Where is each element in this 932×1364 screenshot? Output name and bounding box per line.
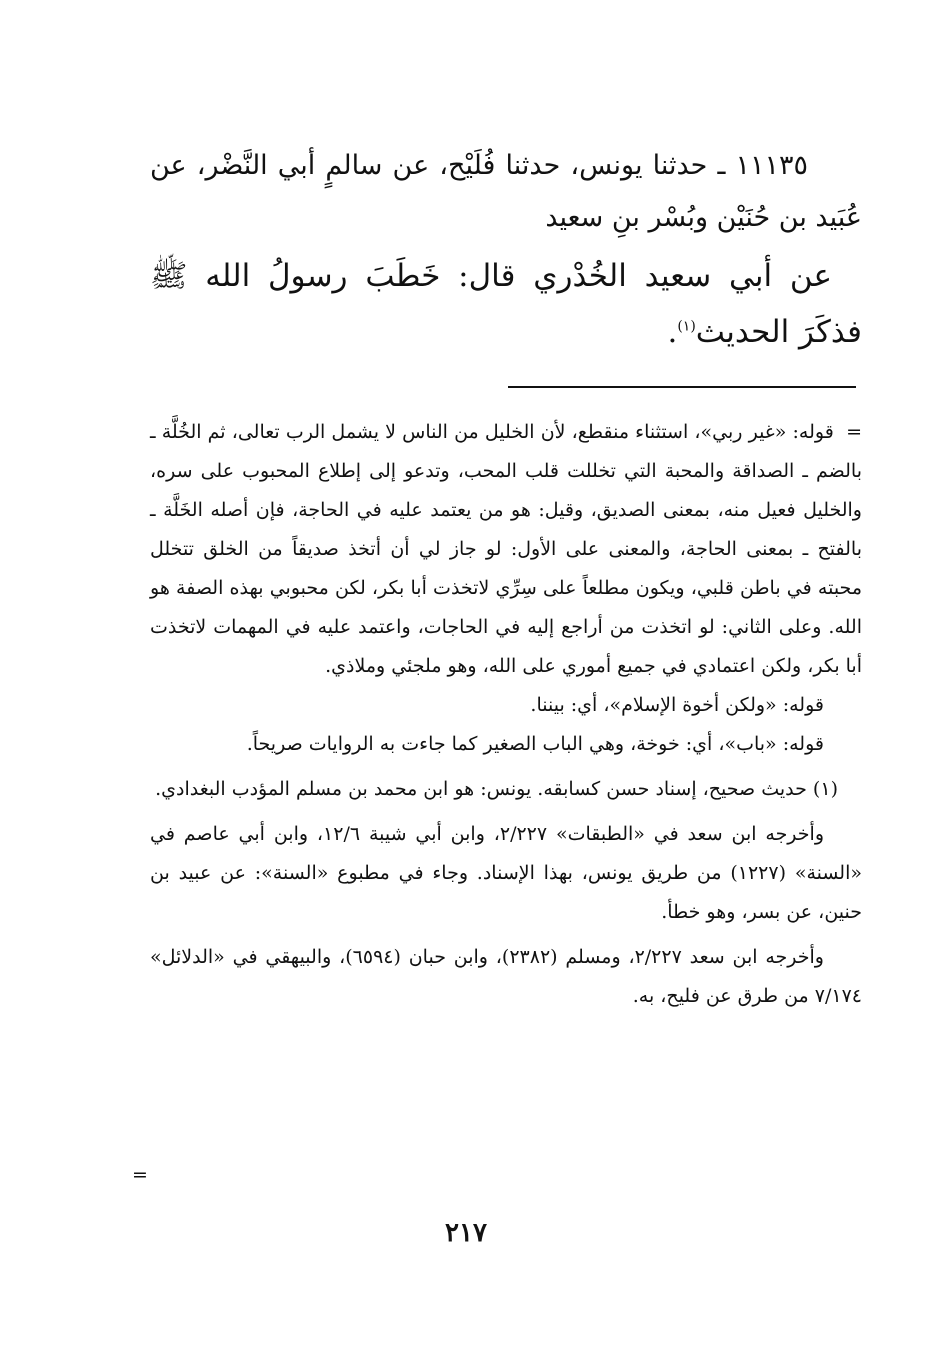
matn-text: عن أبي سعيد الخُدْري قال: خَطَبَ رسولُ الله ﷺ فذكَرَ الحديث (150, 258, 862, 350)
matn-end: . (667, 314, 678, 350)
notes-paragraph-1: = قوله: «غير ربي»، استثناء منقطع، لأن الخليل من الناس لا يشمل الرب تعالى، ثم الخُلَّة ـ بالضم ـ الصداقة والمحبة التي تخللت قلب المحب، وتدعو إلى إطلاع المحبوب على سره، والخليل فعيل منه، بمعنى الصديق، وقيل: هو من يعتمد عليه في الحاجة، فإن أصله الخَلَّة ـ بالفتح ـ بمعنى الحاجة، والمعنى على الأول: لو جاز لي أن أتخذ صديقاً من الخلق تتخلل محبته في باطن قلبي، ويكون مطلعاً على سِرِّي لاتخذت أبا بكر، لكن محبوبي بهذه الصفة هو الله. وعلى الثاني: لو اتخذت من أراجع إليه في الحاجات، واعتمد عليه في المهمات لاتخذت أبا بكر، ولكن اعتمادي في جميع أموري على الله، وهو ملجئي وملاذي. (150, 421, 862, 677)
continued-mark: = (846, 421, 862, 443)
continues-mark: = (132, 1164, 148, 1186)
isnad-text: حدثنا يونس، حدثنا فُلَيْح، عن سالمٍ أبي النَّضْر، عن عُبَيد بن حُنَيْن وبُسْر بنِ سعيد (150, 150, 862, 233)
hadith-isnad: ١١١٣٥ ـ حدثنا يونس، حدثنا فُلَيْح، عن سالمٍ أبي النَّضْر، عن عُبَيد بن حُنَيْن وبُسْر بنِ سعيد (150, 150, 862, 233)
footnotes (150, 413, 862, 1016)
notes-paragraph-3: قوله: «باب»، أي: خوخة، وهي الباب الصغير كما جاءت به الروايات صريحاً. (246, 733, 824, 755)
page-number: ٢١٧ (445, 1218, 487, 1248)
hadith-number: ١١١٣٥ (735, 150, 808, 181)
hadith-matn (150, 248, 862, 360)
notes-paragraph-5: وأخرجه ابن سعد ٢/٢٢٧، ومسلم (٢٣٨٢)، وابن حبان (٦٥٩٤)، والبيهقي في «الدلائل» ٧/١٧٤ من طرق عن فليح، به. (150, 946, 862, 1007)
notes-paragraph-2: قوله: «ولكن أخوة الإسلام»، أي: بيننا. (530, 694, 824, 716)
footnote-separator (508, 386, 856, 388)
notes-paragraph-4: وأخرجه ابن سعد في «الطبقات» ٢/٢٢٧، وابن أبي شيبة ١٢/٦، وابن أبي عاصم في «السنة» (١٢٢٧) من طريق يونس، بهذا الإسناد. وجاء في مطبوع «السنة»: عن عبيد بن حنين، عن بسر، وهو خطأ. (150, 823, 863, 923)
main-text (150, 140, 862, 360)
footnote-1: (١) حديث صحيح، إسناد حسن كسابقه. يونس: هو ابن محمد بن مسلم المؤدب البغدادي. (155, 778, 838, 800)
footnote-ref: (١) (677, 318, 696, 335)
